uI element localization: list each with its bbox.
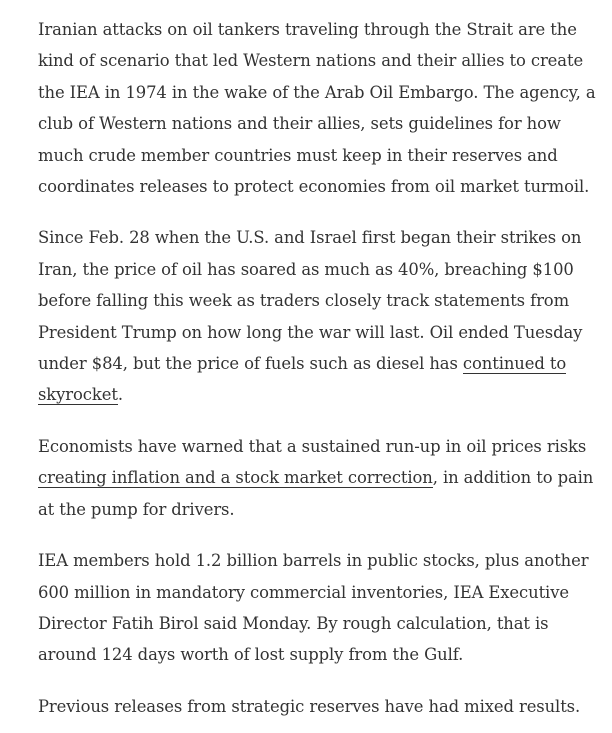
paragraph-economists [38, 431, 598, 525]
paragraph-iea-stocks: IEA members hold 1.2 billion barrels in public stocks, plus another 600 million in mandatory commercial inventories, IEA Executive Director Fatih Birol said Monday. By rough calculation, that is around 124 days worth of lost supply from the Gulf. [38, 551, 589, 665]
article-body [38, 14, 598, 722]
link-continued-to-skyrocket[interactable]: continued to skyrocket [38, 354, 567, 405]
link-inflation-correction[interactable]: creating inflation and a stock market correction [38, 468, 433, 488]
paragraph-previous-releases: Previous releases from strategic reserves have had mixed results. [38, 696, 581, 716]
paragraph-text: Since Feb. 28 when the U.S. and Israel first began their strikes on Iran, the price of oil has soared as much as 40%, breaching $100 before falling this week as traders closely track statements from President Trump on how long the war will last. Oil ended Tuesday under $84, but the price of fuels such as diesel has [38, 228, 583, 374]
paragraph-text: , in addition to pain at the pump for drivers. [38, 468, 594, 519]
paragraph-text: . [117, 385, 123, 405]
paragraph-oil-price [38, 222, 598, 410]
paragraph-text: Economists have warned that a sustained run-up in oil prices risks [38, 436, 587, 456]
paragraph-iea-history: Iranian attacks on oil tankers traveling through the Strait are the kind of scenario that led Western nations and their allies to create the IEA in 1974 in the wake of the Arab Oil Embargo. The agency, a club of Western nations and their allies, sets guidelines for how much crude member countries must keep in their reserves and coordinates releases to protect economies from oil market turmoil. [38, 20, 596, 197]
